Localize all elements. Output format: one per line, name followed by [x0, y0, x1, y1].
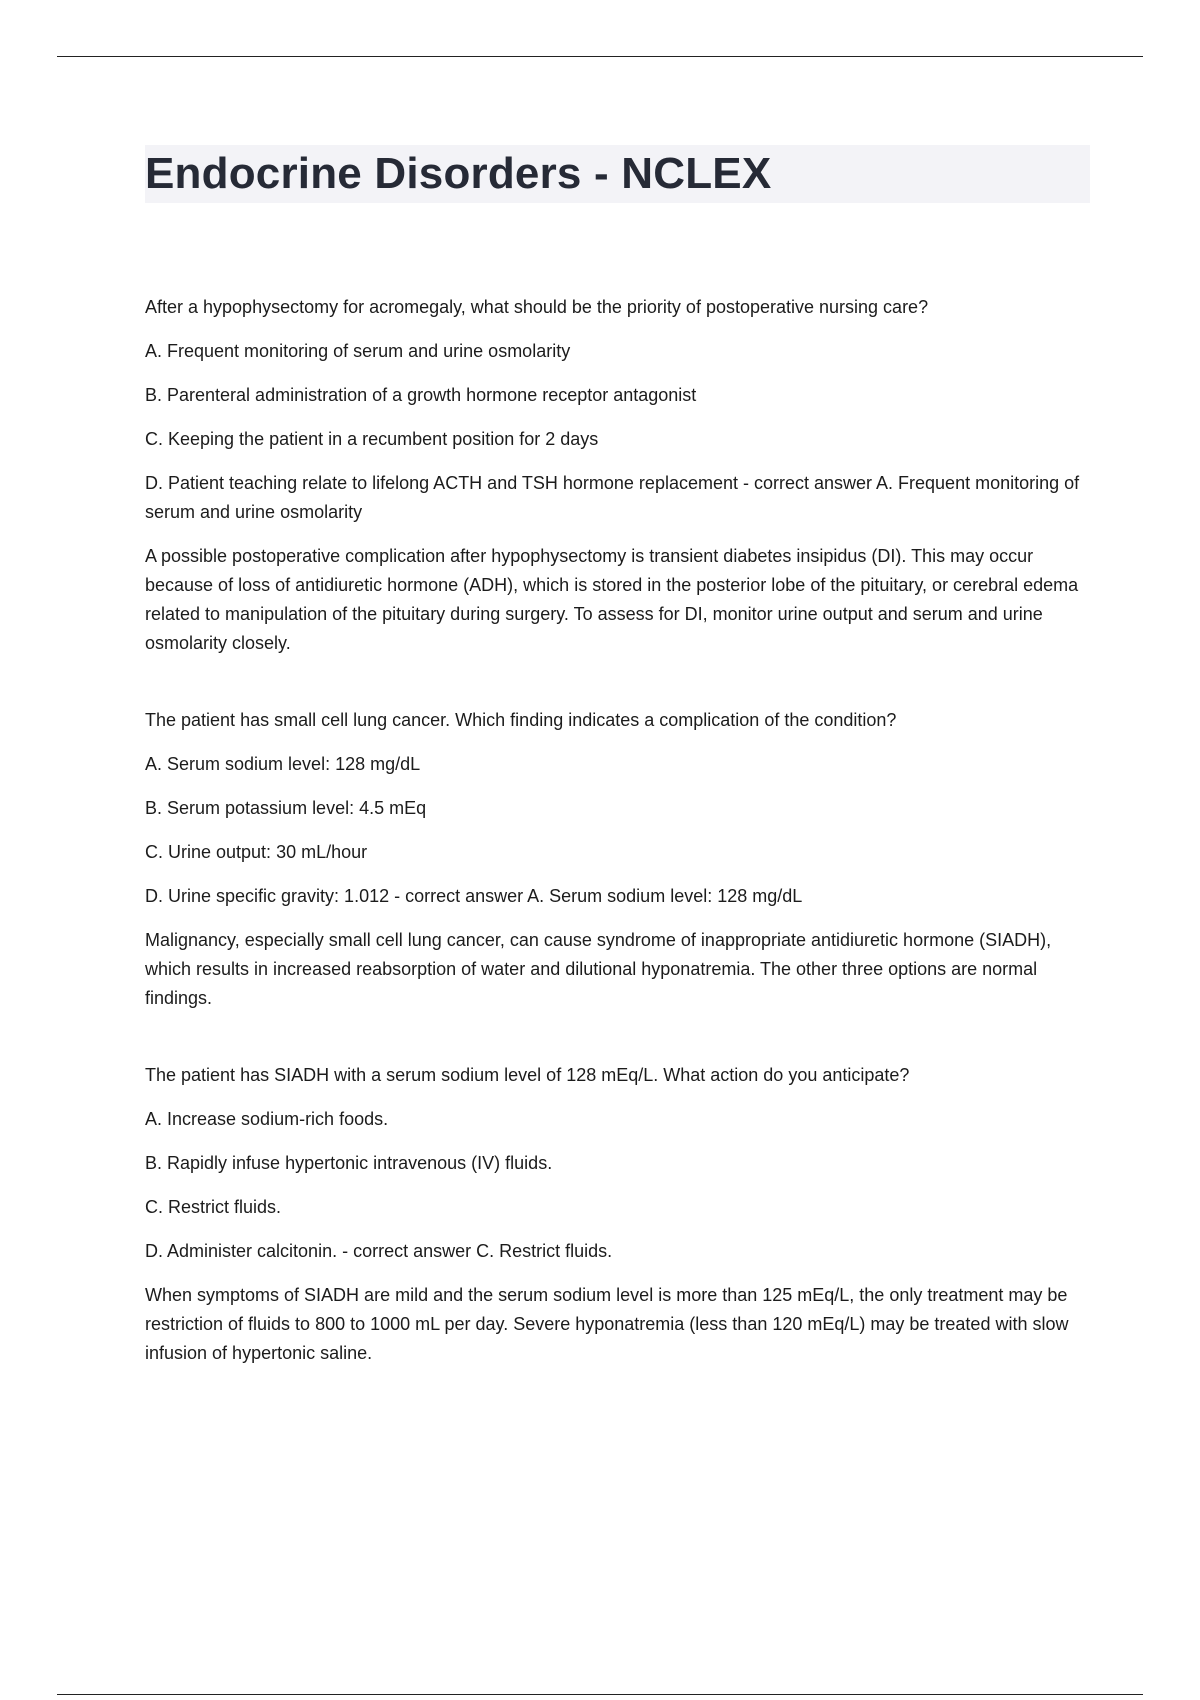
question-block: [145, 706, 1090, 1013]
question-prompt: The patient has small cell lung cancer. Which finding indicates a complication of the condition?: [145, 710, 897, 730]
question-block: [145, 293, 1090, 658]
answer-rationale: When symptoms of SIADH are mild and the serum sodium level is more than 125 mEq/L, the only treatment may be restriction of fluids to 800 to 1000 mL per day. Severe hyponatremia (less than 120 mEq/L) may be treated with slow infusion of hypertonic saline.: [145, 1285, 1069, 1363]
page-top-rule: [57, 56, 1143, 57]
answer-option-b: B. Parenteral administration of a growth hormone receptor antagonist: [145, 385, 697, 405]
answer-option-c: C. Urine output: 30 mL/hour: [145, 842, 368, 862]
answer-option-c: C. Keeping the patient in a recumbent position for 2 days: [145, 429, 599, 449]
question-list: [145, 293, 1090, 1368]
question-prompt: The patient has SIADH with a serum sodium level of 128 mEq/L. What action do you anticipate?: [145, 1065, 910, 1085]
answer-option-d: D. Administer calcitonin. - correct answer C. Restrict fluids.: [145, 1241, 613, 1261]
document-body: [145, 145, 1090, 1416]
answer-option-d: D. Urine specific gravity: 1.012 - correct answer A. Serum sodium level: 128 mg/dL: [145, 886, 803, 906]
answer-option-c: C. Restrict fluids.: [145, 1197, 282, 1217]
answer-option-a: A. Frequent monitoring of serum and urine osmolarity: [145, 341, 571, 361]
page-title: Endocrine Disorders - NCLEX: [145, 149, 772, 198]
title-banner: [145, 145, 1090, 203]
answer-option-a: A. Serum sodium level: 128 mg/dL: [145, 754, 421, 774]
question-block: [145, 1061, 1090, 1368]
page-bottom-rule: [57, 1694, 1143, 1695]
question-prompt: After a hypophysectomy for acromegaly, what should be the priority of postoperative nursing care?: [145, 297, 929, 317]
answer-option-a: A. Increase sodium-rich foods.: [145, 1109, 389, 1129]
answer-rationale: Malignancy, especially small cell lung cancer, can cause syndrome of inappropriate antidiuretic hormone (SIADH), which results in increased reabsorption of water and dilutional hyponatremia. The other three options are normal findings.: [145, 930, 1052, 1008]
answer-option-b: B. Rapidly infuse hypertonic intravenous (IV) fluids.: [145, 1153, 553, 1173]
answer-rationale: A possible postoperative complication after hypophysectomy is transient diabetes insipidus (DI). This may occur because of loss of antidiuretic hormone (ADH), which is stored in the posterior lobe of the pituitary, or cerebral edema related to manipulation of the pituitary during surgery. To assess for DI, monitor urine output and serum and urine osmolarity closely.: [145, 546, 1079, 653]
answer-option-b: B. Serum potassium level: 4.5 mEq: [145, 798, 427, 818]
answer-option-d: D. Patient teaching relate to lifelong ACTH and TSH hormone replacement - correct answer A. Frequent monitoring of serum and urine osmolarity: [145, 473, 1080, 522]
